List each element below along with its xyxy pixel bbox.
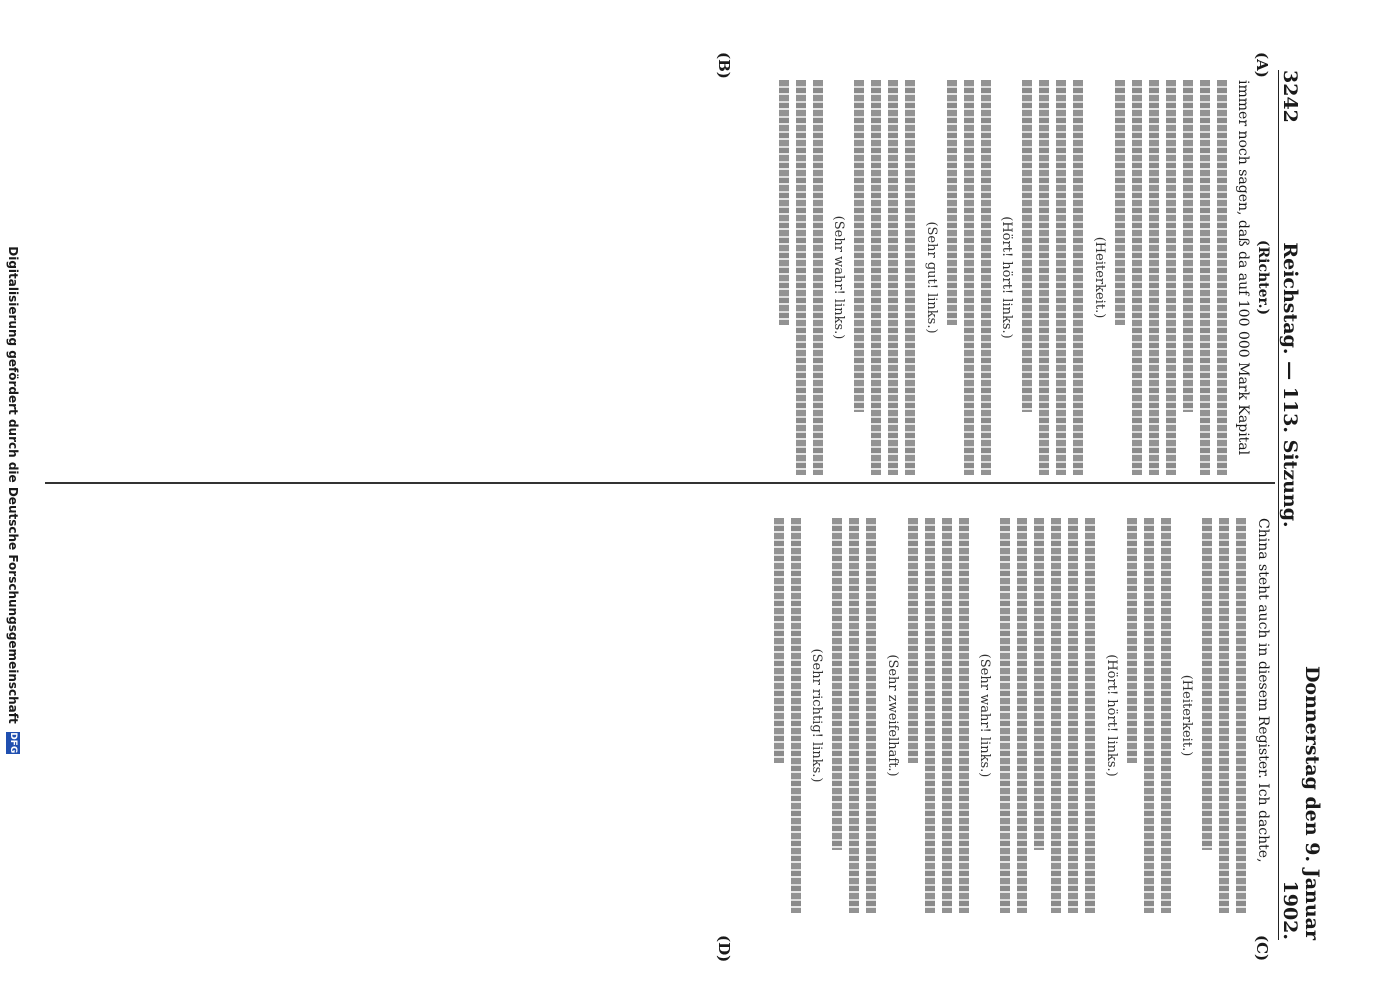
text-line — [1237, 518, 1247, 913]
text-line — [1200, 80, 1210, 475]
digitization-credit — [0, 0, 26, 1000]
text-line — [942, 518, 952, 913]
text-line — [1220, 518, 1230, 913]
text-line — [1183, 80, 1193, 412]
interjection: (Sehr gut! links.) — [924, 221, 939, 334]
interjection: (Sehr zweifelhaft.) — [885, 654, 900, 777]
page-number: 3242 — [1279, 70, 1301, 123]
digitization-note: Digitalisierung gefördert durch die Deutsche Forschungsgemeinschaft — [6, 246, 20, 724]
margin-mark-a: (A) — [1253, 52, 1271, 78]
left-column — [772, 80, 1271, 475]
text-line — [1074, 80, 1084, 475]
text-line — [1023, 80, 1033, 412]
text-line — [1149, 80, 1159, 475]
text-line — [1035, 518, 1045, 850]
text-line — [889, 80, 899, 475]
text-line — [1001, 518, 1011, 913]
interjection: (Hört! hört! links.) — [999, 216, 1015, 339]
text-line — [1069, 518, 1079, 913]
text-line — [906, 80, 916, 475]
left-column-text: immer noch sagen, daß da auf 100 000 Mark Kapital — [1235, 80, 1252, 456]
text-line — [1086, 518, 1096, 913]
interjection: (Sehr wahr! links.) — [831, 215, 847, 340]
text-line — [1144, 518, 1154, 913]
text-line — [1115, 80, 1125, 325]
interjection: (Sehr wahr! links.) — [977, 653, 993, 778]
margin-mark-b: (B) — [715, 52, 733, 79]
text-line — [850, 518, 860, 913]
column-rule — [45, 482, 1275, 484]
dfg-logo-icon: DFG — [8, 732, 18, 754]
page-header — [1278, 70, 1323, 940]
text-line — [1018, 518, 1028, 913]
text-line — [1040, 80, 1050, 475]
session-date: Donnerstag den 9. Januar 1902. — [1279, 665, 1323, 940]
text-line — [959, 518, 969, 913]
text-line — [779, 80, 789, 325]
text-line — [1161, 518, 1171, 913]
text-line — [964, 80, 974, 475]
right-column-text: China steht auch in diesem Register. Ich dachte, — [1255, 518, 1271, 863]
text-line — [1166, 80, 1176, 475]
text-line — [867, 518, 877, 913]
text-line — [981, 80, 991, 475]
right-column — [767, 518, 1271, 913]
margin-mark-d: (D) — [715, 935, 733, 963]
text-line — [833, 518, 843, 850]
text-line — [1057, 80, 1067, 475]
text-line — [872, 80, 882, 475]
speaker-name: (Richter.) — [1255, 239, 1271, 316]
interjection: (Sehr richtig! links.) — [809, 648, 825, 783]
text-line — [791, 518, 801, 913]
interjection: (Heiterkeit.) — [1092, 236, 1107, 319]
text-line — [774, 518, 784, 763]
text-line — [813, 80, 823, 475]
text-line — [855, 80, 865, 412]
text-line — [1052, 518, 1062, 913]
text-line — [908, 518, 918, 763]
text-line — [1132, 80, 1142, 475]
session-title: Reichstag. — 113. Sitzung. — [1279, 242, 1301, 528]
text-line — [796, 80, 806, 475]
interjection: (Hört! hört! links.) — [1104, 654, 1119, 777]
text-line — [947, 80, 957, 325]
text-line — [925, 518, 935, 913]
text-line — [1203, 518, 1213, 850]
interjection: (Heiterkeit.) — [1179, 674, 1195, 757]
text-line — [1217, 80, 1227, 475]
text-line — [1127, 518, 1137, 763]
margin-mark-c: (C) — [1253, 935, 1271, 962]
